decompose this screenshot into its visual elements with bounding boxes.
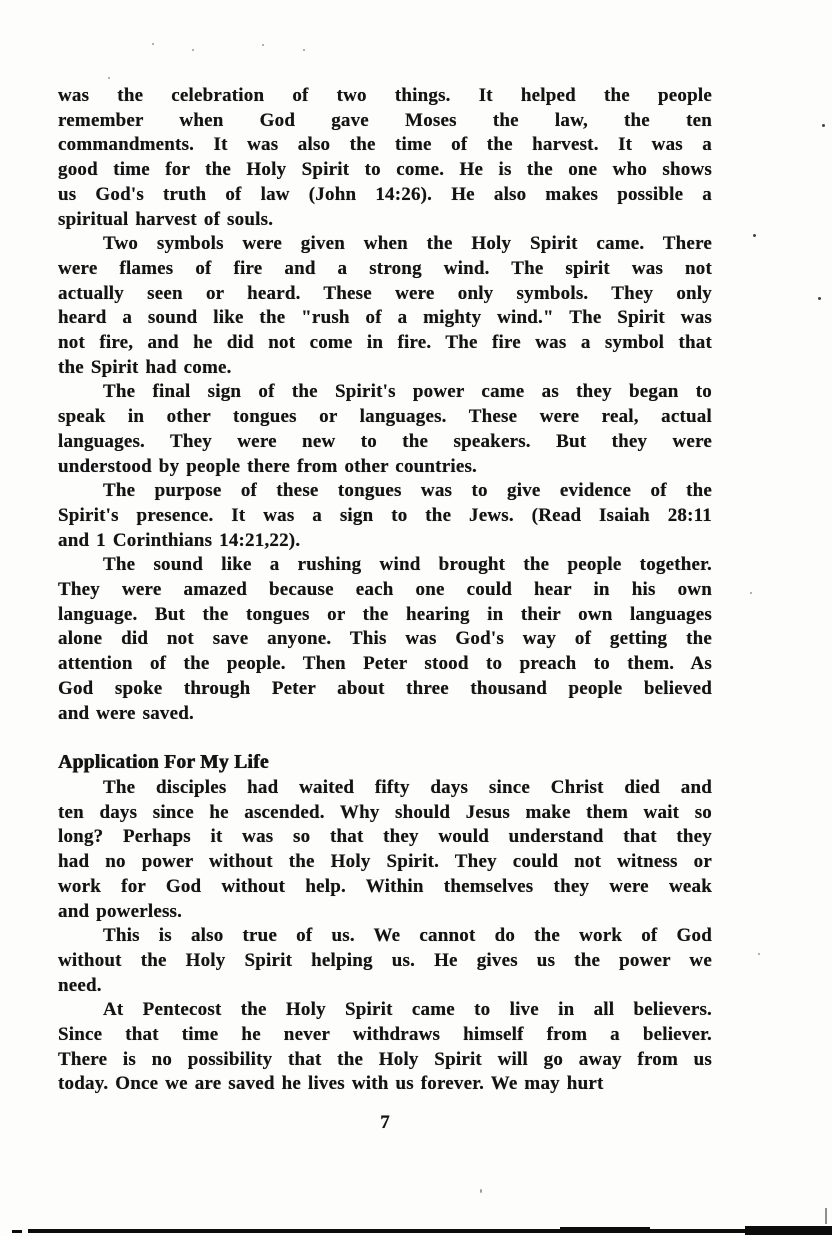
text-line: Spirit's presence. It was a sign to the Jews. (Read Isaiah 28:11 [58, 504, 712, 526]
scan-speck [108, 77, 110, 79]
text-line: the Spirit had come. [58, 356, 232, 378]
text-line: commandments. It was also the time of the harvest. It was a [58, 134, 712, 156]
scan-speck [480, 1189, 482, 1193]
scan-speck [262, 44, 264, 46]
scan-edge-artifact [560, 1227, 650, 1230]
scan-speck [758, 953, 760, 955]
text-line: Two symbols were given when the Holy Spirit came. There [103, 233, 712, 255]
text-line: alone did not save anyone. This was God's way of getting the [58, 628, 712, 650]
text-line: language. But the tongues or the hearing in their own languages [58, 603, 712, 625]
paragraph [58, 924, 712, 998]
text-line: heard a sound like the "rush of a mighty wind." The Spirit was [58, 307, 712, 329]
scan-speck [192, 49, 194, 51]
text-line: ten days since he ascended. Why should Jesus make them wait so [58, 801, 712, 823]
scan-speck [818, 297, 821, 300]
scan-speck [753, 234, 756, 237]
paragraph [58, 998, 712, 1097]
section-heading: Application For My Life [58, 752, 269, 774]
text-line: spiritual harvest of souls. [58, 208, 274, 230]
text-line: was the celebration of two things. It helped the people [58, 85, 712, 106]
scan-speck [750, 592, 752, 594]
text-line: us God's truth of law (John 14:26). He also makes possible a [58, 183, 712, 205]
text-line: The final sign of the Spirit's power came as they began to [103, 381, 712, 403]
paragraph [58, 84, 712, 232]
paragraph [58, 479, 712, 553]
text-line: long? Perhaps it was so that they would understand that they [58, 826, 712, 848]
text-line: good time for the Holy Spirit to come. He is the one who shows [58, 159, 712, 181]
text-line: attention of the people. Then Peter stood to preach to them. As [58, 653, 712, 675]
text-line: and powerless. [58, 900, 183, 922]
scan-edge-artifact [28, 1229, 832, 1233]
text-line: There is no possibility that the Holy Spirit will go away from us [58, 1048, 712, 1070]
text-line: The purpose of these tongues was to give evidence of the [103, 480, 712, 502]
text-line: remember when God gave Moses the law, the ten [58, 109, 712, 131]
page-text [58, 84, 712, 1097]
scan-edge-artifact [825, 1208, 827, 1224]
text-line: need. [58, 974, 102, 996]
scan-edge-artifact [12, 1230, 22, 1233]
text-line: The sound like a rushing wind brought the people together. [103, 554, 712, 576]
text-line: actually seen or heard. These were only symbols. They only [58, 282, 712, 304]
text-line: At Pentecost the Holy Spirit came to live in all believers. [103, 999, 712, 1021]
text-line: Since that time he never withdraws himself from a believer. [58, 1024, 712, 1046]
text-line: work for God without help. Within themselves they were weak [58, 875, 712, 897]
text-line: were flames of fire and a strong wind. The spirit was not [58, 257, 712, 279]
paragraph [58, 553, 712, 726]
text-line: had no power without the Holy Spirit. They could not witness or [58, 851, 712, 873]
scan-speck [822, 124, 825, 127]
text-line: understood by people there from other countries. [58, 455, 477, 477]
scan-speck [152, 43, 154, 45]
text-line: not fire, and he did not come in fire. The fire was a symbol that [58, 332, 712, 354]
text-line: today. Once we are saved he lives with us forever. We may hurt [58, 1073, 604, 1095]
text-line: languages. They were new to the speakers. But they were [58, 430, 712, 452]
paragraph [58, 232, 712, 380]
paragraph [58, 380, 712, 479]
scan-edge-artifact [745, 1226, 832, 1235]
text-line: They were amazed because each one could hear in his own [58, 579, 712, 601]
paragraph [58, 776, 712, 924]
text-line: without the Holy Spirit helping us. He gives us the power we [58, 949, 712, 971]
text-line: The disciples had waited fifty days since Christ died and [103, 776, 712, 798]
text-line: and were saved. [58, 702, 194, 724]
scan-speck [303, 49, 305, 51]
page-number: 7 [380, 1112, 390, 1133]
text-line: and 1 Corinthians 14:21,22). [58, 529, 301, 551]
text-line: speak in other tongues or languages. These were real, actual [58, 406, 712, 428]
text-line: God spoke through Peter about three thousand people believed [58, 677, 712, 699]
text-line: This is also true of us. We cannot do the work of God [103, 925, 712, 947]
